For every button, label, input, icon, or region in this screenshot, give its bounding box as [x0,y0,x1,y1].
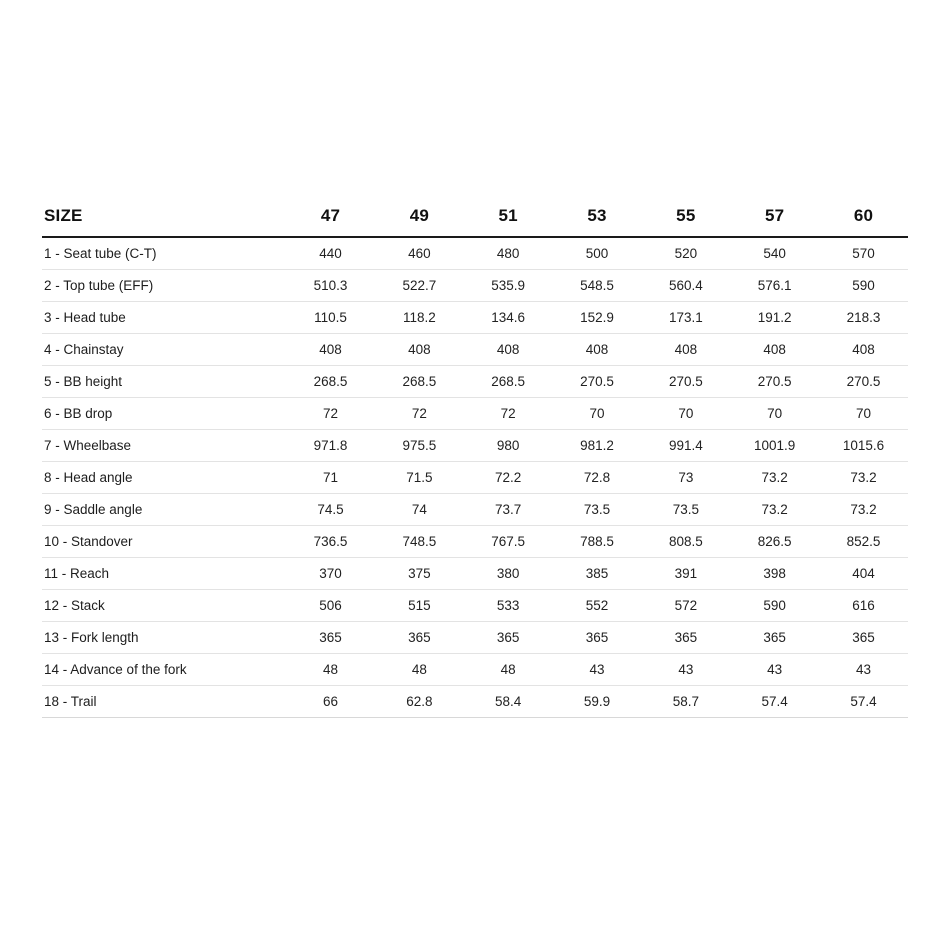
table-cell: 58.4 [464,686,553,718]
row-label: 8 - Head angle [42,462,286,494]
table-cell: 365 [464,622,553,654]
table-cell: 576.1 [730,270,819,302]
table-cell: 152.9 [553,302,642,334]
table-cell: 552 [553,590,642,622]
table-cell: 365 [375,622,464,654]
table-cell: 408 [553,334,642,366]
table-cell: 72 [375,398,464,430]
table-cell: 73.5 [641,494,730,526]
table-cell: 365 [819,622,908,654]
table-cell: 268.5 [375,366,464,398]
table-cell: 43 [641,654,730,686]
table-cell: 385 [553,558,642,590]
table-cell: 72.2 [464,462,553,494]
table-cell: 572 [641,590,730,622]
table-row [42,590,908,622]
table-row [42,622,908,654]
table-cell: 48 [286,654,375,686]
table-cell: 520 [641,237,730,270]
table-cell: 57.4 [819,686,908,718]
table-cell: 270.5 [730,366,819,398]
table-row [42,558,908,590]
table-row [42,237,908,270]
table-cell: 270.5 [553,366,642,398]
table-cell: 616 [819,590,908,622]
table-cell: 71.5 [375,462,464,494]
table-cell: 548.5 [553,270,642,302]
table-cell: 365 [730,622,819,654]
table-cell: 218.3 [819,302,908,334]
table-cell: 74.5 [286,494,375,526]
table-cell: 506 [286,590,375,622]
table-row [42,270,908,302]
table-cell: 58.7 [641,686,730,718]
column-header-55: 55 [641,200,730,237]
table-row [42,494,908,526]
column-header-49: 49 [375,200,464,237]
table-cell: 975.5 [375,430,464,462]
table-cell: 57.4 [730,686,819,718]
row-label: 5 - BB height [42,366,286,398]
table-cell: 408 [641,334,730,366]
geometry-table-container [42,200,908,718]
row-label: 18 - Trail [42,686,286,718]
table-cell: 370 [286,558,375,590]
row-label: 12 - Stack [42,590,286,622]
row-label: 11 - Reach [42,558,286,590]
table-row [42,526,908,558]
table-cell: 808.5 [641,526,730,558]
table-cell: 788.5 [553,526,642,558]
row-label: 6 - BB drop [42,398,286,430]
table-cell: 110.5 [286,302,375,334]
table-cell: 826.5 [730,526,819,558]
table-cell: 1015.6 [819,430,908,462]
header-row [42,200,908,237]
table-header [42,200,908,237]
table-cell: 535.9 [464,270,553,302]
table-cell: 43 [553,654,642,686]
table-row [42,302,908,334]
table-cell: 408 [375,334,464,366]
row-label: 10 - Standover [42,526,286,558]
table-cell: 59.9 [553,686,642,718]
table-cell: 991.4 [641,430,730,462]
table-cell: 48 [375,654,464,686]
table-cell: 981.2 [553,430,642,462]
table-cell: 540 [730,237,819,270]
table-cell: 72 [464,398,553,430]
table-cell: 70 [641,398,730,430]
column-header-57: 57 [730,200,819,237]
table-row [42,334,908,366]
table-cell: 72.8 [553,462,642,494]
table-cell: 73.5 [553,494,642,526]
table-row [42,398,908,430]
table-cell: 365 [641,622,730,654]
table-cell: 134.6 [464,302,553,334]
table-row [42,654,908,686]
table-cell: 62.8 [375,686,464,718]
table-cell: 408 [286,334,375,366]
table-cell: 72 [286,398,375,430]
table-cell: 980 [464,430,553,462]
table-cell: 70 [730,398,819,430]
column-header-47: 47 [286,200,375,237]
table-cell: 268.5 [286,366,375,398]
table-cell: 852.5 [819,526,908,558]
table-row [42,366,908,398]
table-cell: 365 [286,622,375,654]
table-cell: 408 [464,334,553,366]
row-label: 4 - Chainstay [42,334,286,366]
row-label: 13 - Fork length [42,622,286,654]
table-cell: 736.5 [286,526,375,558]
table-cell: 1001.9 [730,430,819,462]
row-label: 9 - Saddle angle [42,494,286,526]
table-cell: 590 [819,270,908,302]
table-cell: 375 [375,558,464,590]
table-cell: 391 [641,558,730,590]
table-cell: 767.5 [464,526,553,558]
row-label: 7 - Wheelbase [42,430,286,462]
table-cell: 590 [730,590,819,622]
table-cell: 500 [553,237,642,270]
table-cell: 73.2 [730,462,819,494]
table-cell: 118.2 [375,302,464,334]
table-cell: 73.2 [819,494,908,526]
table-cell: 748.5 [375,526,464,558]
row-label: 2 - Top tube (EFF) [42,270,286,302]
table-body [42,237,908,718]
table-cell: 560.4 [641,270,730,302]
table-cell: 460 [375,237,464,270]
table-cell: 43 [819,654,908,686]
table-cell: 971.8 [286,430,375,462]
table-cell: 480 [464,237,553,270]
table-cell: 73 [641,462,730,494]
table-cell: 48 [464,654,553,686]
table-row [42,686,908,718]
table-cell: 515 [375,590,464,622]
table-cell: 71 [286,462,375,494]
geometry-table [42,200,908,718]
table-row [42,430,908,462]
table-cell: 70 [553,398,642,430]
table-cell: 408 [819,334,908,366]
table-cell: 398 [730,558,819,590]
table-cell: 522.7 [375,270,464,302]
table-cell: 73.2 [730,494,819,526]
table-cell: 268.5 [464,366,553,398]
table-cell: 191.2 [730,302,819,334]
table-cell: 43 [730,654,819,686]
table-row [42,462,908,494]
table-cell: 570 [819,237,908,270]
table-cell: 74 [375,494,464,526]
row-label: 3 - Head tube [42,302,286,334]
row-label: 1 - Seat tube (C-T) [42,237,286,270]
table-cell: 533 [464,590,553,622]
table-cell: 365 [553,622,642,654]
table-cell: 380 [464,558,553,590]
table-cell: 70 [819,398,908,430]
table-cell: 440 [286,237,375,270]
table-cell: 404 [819,558,908,590]
table-cell: 66 [286,686,375,718]
column-header-size: SIZE [42,200,286,237]
table-cell: 510.3 [286,270,375,302]
table-cell: 408 [730,334,819,366]
column-header-51: 51 [464,200,553,237]
table-cell: 270.5 [641,366,730,398]
column-header-60: 60 [819,200,908,237]
table-cell: 173.1 [641,302,730,334]
table-cell: 270.5 [819,366,908,398]
row-label: 14 - Advance of the fork [42,654,286,686]
column-header-53: 53 [553,200,642,237]
table-cell: 73.7 [464,494,553,526]
table-cell: 73.2 [819,462,908,494]
